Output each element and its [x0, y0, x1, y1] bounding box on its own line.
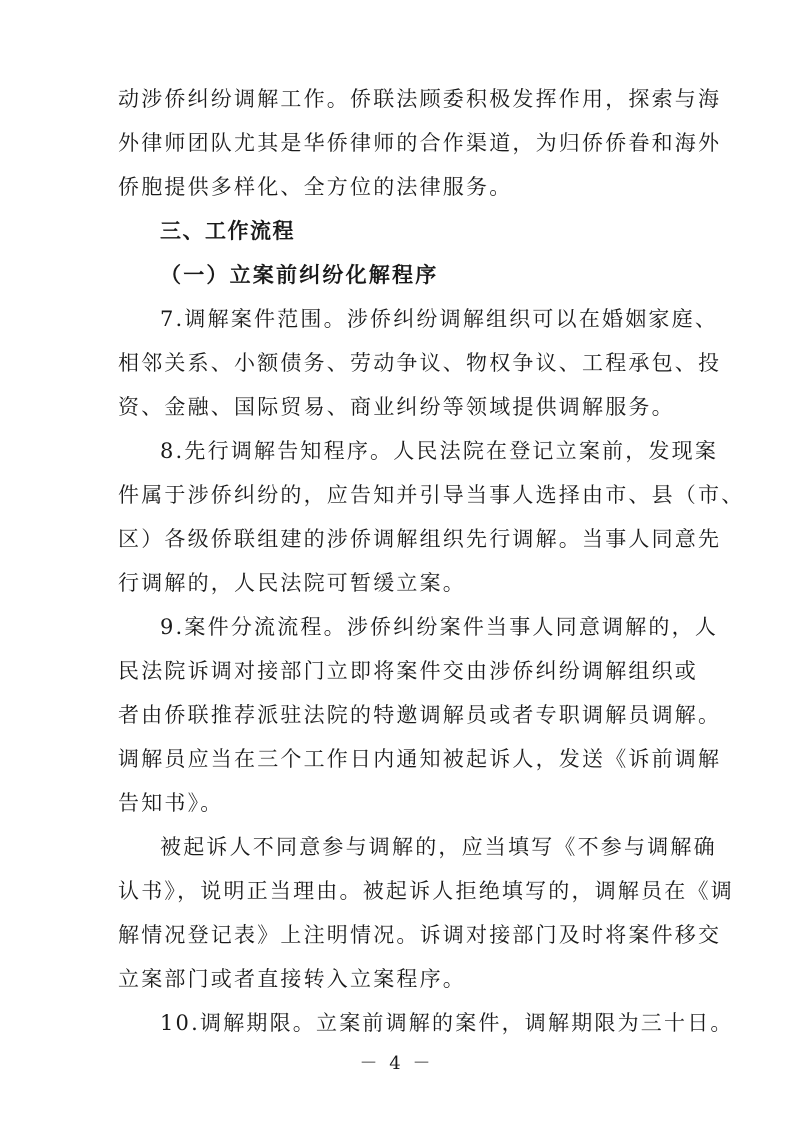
- paragraph-line: 调解员应当在三个工作日内通知被起诉人，发送《诉前调解: [118, 747, 722, 771]
- paragraph-line: 被起诉人不同意参与调解的，应当填写《不参与调解确: [160, 835, 717, 859]
- paragraph-line: 10.调解期限。立案前调解的案件，调解期限为三十日。: [160, 1011, 734, 1035]
- paragraph-line: 8.先行调解告知程序。人民法院在登记立案前，发现案: [160, 439, 719, 463]
- paragraph-line: 区）各级侨联组建的涉侨调解组织先行调解。当事人同意先: [118, 527, 722, 551]
- paragraph-line: 件属于涉侨纠纷的，应告知并引导当事人选择由市、县（市、: [118, 483, 745, 507]
- paragraph-line: 资、金融、国际贸易、商业纠纷等领域提供调解服务。: [118, 395, 675, 419]
- paragraph-line: 者由侨联推荐派驻法院的特邀调解员或者专职调解员调解。: [118, 703, 722, 727]
- paragraph-line: 相邻关系、小额债务、劳动争议、物权争议、工程承包、投: [118, 351, 722, 375]
- subsection-heading: （一）立案前纠纷化解程序: [160, 262, 439, 287]
- paragraph-line: 侨胞提供多样化、全方位的法律服务。: [118, 175, 513, 199]
- paragraph-line: 外律师团队尤其是华侨律师的合作渠道，为归侨侨眷和海外: [118, 131, 722, 155]
- paragraph-line: 认书》，说明正当理由。被起诉人拒绝填写的，调解员在《调: [118, 879, 734, 903]
- paragraph-line: 9.案件分流流程。涉侨纠纷案件当事人同意调解的，人: [160, 615, 719, 639]
- paragraph-line: 行调解的，人民法院可暂缓立案。: [118, 571, 466, 595]
- paragraph-line: 立案部门或者直接转入立案程序。: [118, 967, 466, 991]
- page-number: － 4 －: [359, 1053, 434, 1074]
- paragraph-line: 告知书》。: [118, 791, 224, 815]
- paragraph-line: 解情况登记表》上注明情况。诉调对接部门及时将案件移交: [118, 923, 722, 947]
- paragraph-line: 7.调解案件范围。涉侨纠纷调解组织可以在婚姻家庭、: [160, 307, 719, 331]
- paragraph-line: 动涉侨纠纷调解工作。侨联法顾委积极发挥作用，探索与海: [118, 87, 722, 111]
- paragraph-line: 民法院诉调对接部门立即将案件交由涉侨纠纷调解组织或: [118, 659, 698, 683]
- section-heading: 三、工作流程: [160, 219, 295, 243]
